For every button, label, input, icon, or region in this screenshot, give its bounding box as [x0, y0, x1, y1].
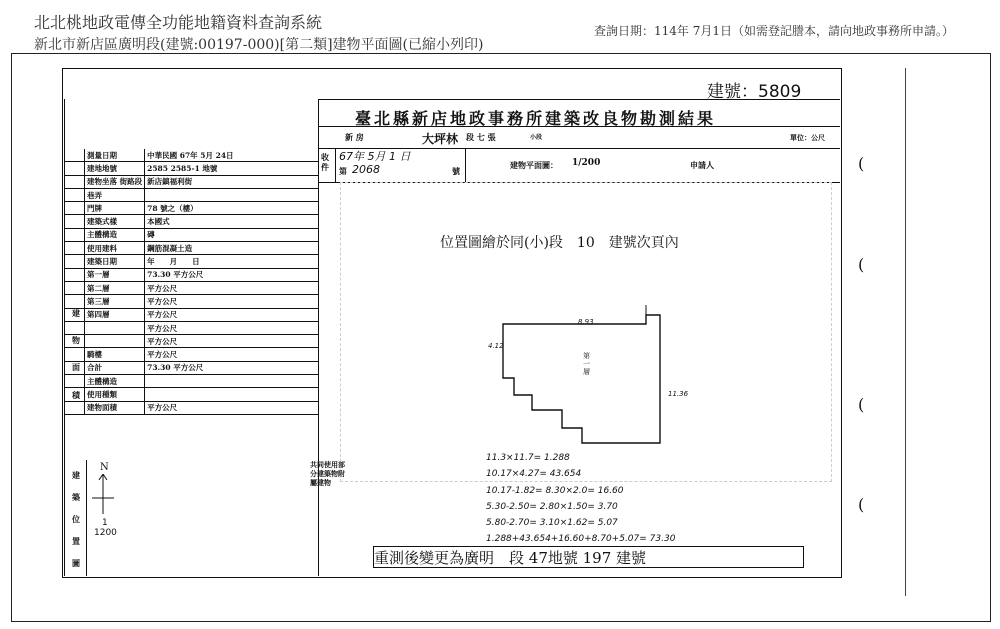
field-value: 中華民國 67年 5月 24日	[145, 149, 318, 162]
field-value: 平方公尺	[145, 281, 318, 294]
area-col-char: 物	[72, 335, 80, 345]
row-marker	[64, 348, 85, 361]
row-marker	[64, 149, 85, 162]
compass-north: N	[100, 462, 109, 473]
unit-label: 單位：公尺	[790, 133, 825, 142]
form-row	[64, 281, 318, 294]
field-value: 平方公尺	[145, 295, 318, 308]
line2-left: 新 房	[345, 132, 364, 142]
plan-scale: 1/200	[572, 158, 601, 168]
dim-top: 8.93	[578, 318, 594, 326]
field-value: 鋼筋混凝土造	[145, 242, 318, 255]
field-value: 平方公尺	[145, 335, 318, 348]
line2-seg: 段 七 張	[466, 132, 496, 142]
calc-line: 1.288+43.654+16.60+8.70+5.07= 73.30	[486, 534, 676, 544]
form-row	[64, 308, 318, 321]
site-scale-num: 1	[102, 518, 108, 528]
calc-line: 10.17×4.27= 43.654	[486, 469, 582, 479]
column-divider	[318, 99, 319, 576]
system-title: 北北桃地政電傳全功能地籍資料查詢系統	[34, 13, 323, 32]
field-value: 平方公尺	[145, 321, 318, 334]
line2-small: 小段	[530, 134, 543, 141]
form-row	[64, 162, 318, 175]
row-marker	[64, 202, 85, 215]
form-row	[64, 215, 318, 228]
field-label: 巷弄	[85, 188, 145, 201]
field-label: 建物面積	[85, 401, 145, 414]
field-label: 主體構造	[85, 228, 145, 241]
site-scale-den: 1200	[94, 528, 117, 538]
row-marker	[64, 268, 85, 281]
field-label: 建築日期	[85, 255, 145, 268]
office-title: 臺北縣新店地政事務所建築改良物勘測結果	[355, 109, 717, 128]
row-marker	[64, 321, 85, 334]
field-label: 建築式樣	[85, 215, 145, 228]
receipt-divider	[335, 148, 336, 182]
row-marker	[64, 175, 85, 188]
calc-line: 5.30-2.50= 2.80×1.50= 3.70	[486, 502, 618, 512]
field-label: 騎樓	[85, 348, 145, 361]
form-row	[64, 188, 318, 201]
receipt-number: 2068	[352, 163, 380, 176]
field-value	[145, 188, 318, 201]
field-label: 門牌	[85, 202, 145, 215]
receipt-label: 收件	[321, 152, 329, 172]
dim-left: 4.12	[488, 342, 504, 350]
form-row	[64, 255, 318, 268]
form-row	[64, 175, 318, 188]
field-label: 建物坐落 街路段	[85, 175, 145, 188]
field-label: 使用建料	[85, 242, 145, 255]
site-col-char: 建	[72, 470, 80, 480]
area-col-char: 積	[72, 390, 80, 400]
receipt-divider-2	[465, 148, 466, 182]
field-label	[85, 335, 145, 348]
building-number-stamp	[707, 79, 840, 100]
receipt-no-suffix: 號	[452, 166, 460, 176]
stamp-text: 建號：5809	[707, 82, 802, 102]
receipt-date: 67年 5月 1 日	[339, 150, 411, 163]
margin-bracket: (	[858, 154, 865, 173]
row-marker	[64, 295, 85, 308]
form-row	[64, 348, 318, 361]
field-value: 平方公尺	[145, 348, 318, 361]
dim-side: 11.36	[668, 390, 689, 398]
calc-line: 11.3×11.7= 1.288	[486, 453, 570, 463]
rule-line	[318, 99, 840, 100]
form-row	[64, 149, 318, 162]
scan-edge-line	[905, 68, 906, 596]
location-note: 位置圖繪於同(小)段 10 建號次頁內	[440, 235, 679, 251]
field-value: 新店鎮福利街	[145, 175, 318, 188]
rule-line	[318, 126, 840, 127]
area-col-char: 面	[72, 362, 80, 372]
line2-mid: 大坪林	[422, 132, 459, 146]
site-col-char: 置	[72, 536, 80, 546]
row-marker	[64, 188, 85, 201]
field-label: 合計	[85, 361, 145, 374]
north-arrow-icon	[92, 474, 114, 516]
row-marker	[64, 242, 85, 255]
field-value	[145, 388, 318, 401]
receipt-no-prefix: 第	[339, 166, 347, 176]
row-marker	[64, 375, 85, 388]
bottom-label	[373, 546, 804, 568]
form-row	[64, 361, 318, 374]
field-value: 78 號之（樓）	[145, 202, 318, 215]
field-label: 第二層	[85, 281, 145, 294]
field-label: 使用種類	[85, 388, 145, 401]
row-marker	[64, 228, 85, 241]
plan-scale-label: 建物平面圖：	[510, 160, 558, 170]
room-label: 第一層	[583, 352, 590, 376]
calc-line: 5.80-2.70= 3.10×1.62= 5.07	[486, 518, 618, 528]
field-value	[145, 375, 318, 388]
field-value: 73.30 平方公尺	[145, 361, 318, 374]
form-row	[64, 388, 318, 401]
calc-line: 10.17-1.82= 8.30×2.0= 16.60	[486, 486, 624, 496]
field-value: 2585 2585-1 地號	[145, 162, 318, 175]
field-label	[85, 321, 145, 334]
applicant-label: 申請人	[690, 160, 714, 170]
site-col-char: 築	[72, 492, 80, 502]
field-value: 平方公尺	[145, 401, 318, 414]
form-row	[64, 295, 318, 308]
field-label: 第三層	[85, 295, 145, 308]
form-row	[64, 335, 318, 348]
form-row	[64, 242, 318, 255]
field-value: 磚	[145, 228, 318, 241]
site-col-char: 位	[72, 514, 80, 524]
row-marker	[64, 162, 85, 175]
field-value: 73.30 平方公尺	[145, 268, 318, 281]
margin-bracket: (	[858, 395, 865, 414]
field-label: 主體構造	[85, 375, 145, 388]
form-row	[64, 375, 318, 388]
shared-area-note: 共同使用部分建築物附屬建物	[310, 460, 345, 487]
form-row	[64, 202, 318, 215]
form-row	[64, 321, 318, 334]
row-marker	[64, 255, 85, 268]
form-row	[64, 268, 318, 281]
area-col-char: 建	[72, 308, 80, 318]
form-row	[64, 401, 318, 414]
field-label: 測量日期	[85, 149, 145, 162]
row-marker	[64, 281, 85, 294]
site-col-divider	[86, 460, 87, 576]
document-subtitle: 新北市新店區廣明段(建號:00197-000)[第二類]建物平面圖(已縮小列印)	[34, 37, 484, 53]
field-label: 第四層	[85, 308, 145, 321]
field-value: 年 月 日	[145, 255, 318, 268]
field-value: 本國式	[145, 215, 318, 228]
query-date: 查詢日期：114年 7月1日（如需登記謄本，請向地政事務所申請。）	[594, 24, 954, 38]
form-row	[64, 228, 318, 241]
field-value: 平方公尺	[145, 308, 318, 321]
margin-bracket: (	[858, 255, 865, 274]
field-label: 建地地號	[85, 162, 145, 175]
field-label: 第一層	[85, 268, 145, 281]
row-marker	[64, 215, 85, 228]
margin-bracket: (	[858, 495, 865, 514]
bottom-label-text: 重測後變更為廣明 段 47地號 197 建號	[374, 549, 647, 567]
site-col-char: 圖	[72, 558, 80, 568]
survey-form	[64, 149, 318, 415]
row-marker	[64, 401, 85, 414]
